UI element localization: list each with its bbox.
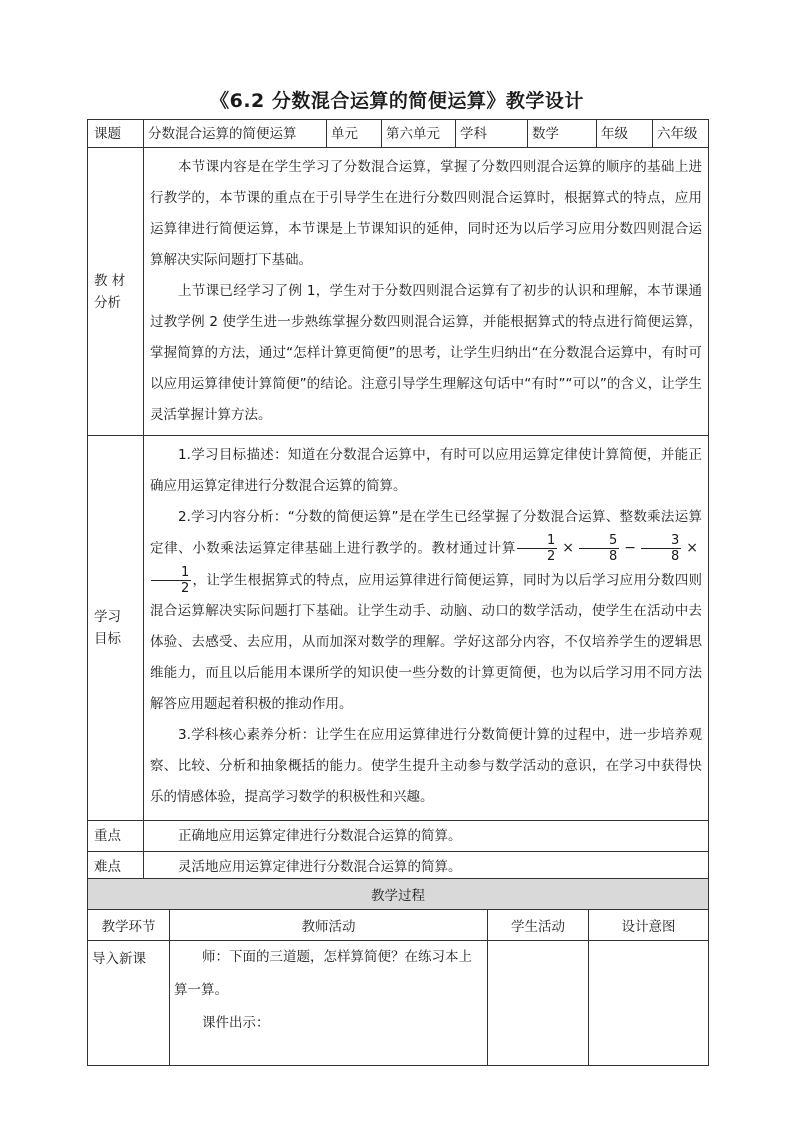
- document-title: 《6.2 分数混合运算的简便运算》教学设计: [210, 90, 584, 112]
- goals-label-line1: 学习: [94, 609, 121, 625]
- intro-student-activity: [488, 941, 589, 1066]
- process-row-intro: [88, 941, 709, 1066]
- goals-content: [144, 436, 709, 821]
- unit-label: 单元: [327, 120, 382, 148]
- fraction-1: [517, 533, 557, 564]
- operator-times-2: ×: [686, 540, 698, 556]
- intro-teacher-activity: [170, 941, 488, 1066]
- fraction-4-denominator: 2: [181, 580, 190, 596]
- fraction-3: [641, 533, 681, 564]
- fraction-3-numerator: 3: [641, 533, 681, 549]
- fraction-3-denominator: 8: [670, 549, 680, 564]
- key-point-value: 正确地应用运算定律进行分数混合运算的简算。: [144, 821, 709, 852]
- goals-paragraph-1: 1.学习目标描述：知道在分数混合运算中，有时可以应用运算定律使计算简便，并能正确应用运算定律进行分数混合运算的简算。: [150, 447, 702, 494]
- topic-label: 课题: [88, 120, 144, 148]
- unit-value: 第六单元: [382, 120, 456, 148]
- goals-paragraph-2: [150, 502, 702, 720]
- col-stage-header: 教学环节: [88, 910, 170, 941]
- intro-teacher-p1: 师：下面的三道题，怎样算简便？在练习本上算一算。: [174, 949, 472, 998]
- grade-label: 年级: [597, 120, 653, 148]
- goals-label: [88, 436, 144, 821]
- fraction-1-numerator: 1: [517, 533, 557, 549]
- fraction-4-numerator: 1: [151, 565, 191, 581]
- fraction-2: [579, 533, 619, 564]
- analysis-label-line2: 分析: [94, 294, 121, 311]
- goals-p2-before: 2.学习内容分析：“分数的简便运算”是在学生已经掌握了分数混合运算、整数乘法运算定律、小数乘法运算定律基础上进行教学的。教材通过计算: [150, 509, 702, 557]
- key-point-label: 重点: [88, 821, 144, 852]
- key-point-row: [88, 821, 709, 852]
- intro-teacher-p2: 课件出示：: [202, 1015, 270, 1031]
- process-title-row: [88, 879, 709, 910]
- operator-minus: −: [624, 540, 636, 556]
- grade-value: 六年级: [653, 120, 709, 148]
- analysis-row: [88, 148, 709, 436]
- goals-label-line2: 目标: [94, 631, 121, 647]
- fraction-4: [151, 565, 191, 596]
- operator-times-1: ×: [562, 540, 574, 556]
- col-student-header: 学生活动: [488, 910, 589, 941]
- difficulty-label: 难点: [88, 852, 144, 883]
- goals-p2-after: ，让学生根据算式的特点，应用运算律进行简便运算，同时为以后学习应用分数四则混合运算解决实际问题打下基础。让学生动手、动脑、动口的数学活动，使学生在活动中去体验、去感受、去应用，从而加深对数学的理解。学好这部分内容，不仅培养学生的逻辑思维能力，而且以后能用本课所学的知识使一些分数的计算更简便，也为以后学习用不同方法解答应用题起着积极的推动作用。: [150, 572, 702, 712]
- col-teacher-header: 教师活动: [170, 910, 488, 941]
- analysis-label: [88, 148, 144, 436]
- analysis-paragraph-2: 上节课已经学习了例 1，学生对于分数四则混合运算有了初步的认识和理解，本节课通过教学例 2 使学生进一步熟练掌握分数四则混合运算，并能根据算式的特点进行简便运算，掌握简算的方法，通过“怎样计算更简便”的思考，让学生归纳出“在分数混合运算中，有时可以应用运算律使计算简便”的结论。注意引导学生理解这句话中“有时”“可以”的含义，让学生灵活掌握计算方法。: [150, 283, 702, 423]
- analysis-content: [144, 148, 709, 436]
- fraction-2-numerator: 5: [579, 533, 619, 549]
- topic-value: 分数混合运算的简便运算: [144, 120, 327, 148]
- intro-design-intent: [589, 941, 709, 1066]
- analysis-label-line1: 教 材: [94, 272, 126, 289]
- fraction-2-denominator: 8: [608, 549, 618, 564]
- intro-stage: 导入新课: [88, 941, 170, 1066]
- subject-value: 数学: [528, 120, 597, 148]
- subject-label: 学科: [456, 120, 528, 148]
- fraction-1-denominator: 2: [546, 549, 556, 564]
- lesson-info-table: [87, 119, 709, 883]
- header-row: [88, 120, 709, 148]
- teaching-process-table: [87, 878, 709, 1066]
- analysis-paragraph-1: 本节课内容是在学生学习了分数混合运算，掌握了分数四则混合运算的顺序的基础上进行教学的，本节课的重点在于引导学生在进行分数四则混合运算时，根据算式的特点，应用运算律进行简便运算，本节课是上节课知识的延伸，同时还为以后学习应用分数四则混合运算解决实际问题打下基础。: [150, 159, 702, 268]
- goals-paragraph-3: 3.学科核心素养分析：让学生在应用运算律进行分数简便计算的过程中，进一步培养观察、比较、分析和抽象概括的能力。使学生提升主动参与数学活动的意识，在学习中获得快乐的情感体验，提高学习数学的积极性和兴趣。: [150, 727, 702, 805]
- difficulty-value: 灵活地应用运算定律进行分数混合运算的简算。: [144, 852, 709, 883]
- process-column-headers: [88, 910, 709, 941]
- process-title: 教学过程: [88, 879, 709, 910]
- goals-row: [88, 436, 709, 821]
- col-intent-header: 设计意图: [589, 910, 709, 941]
